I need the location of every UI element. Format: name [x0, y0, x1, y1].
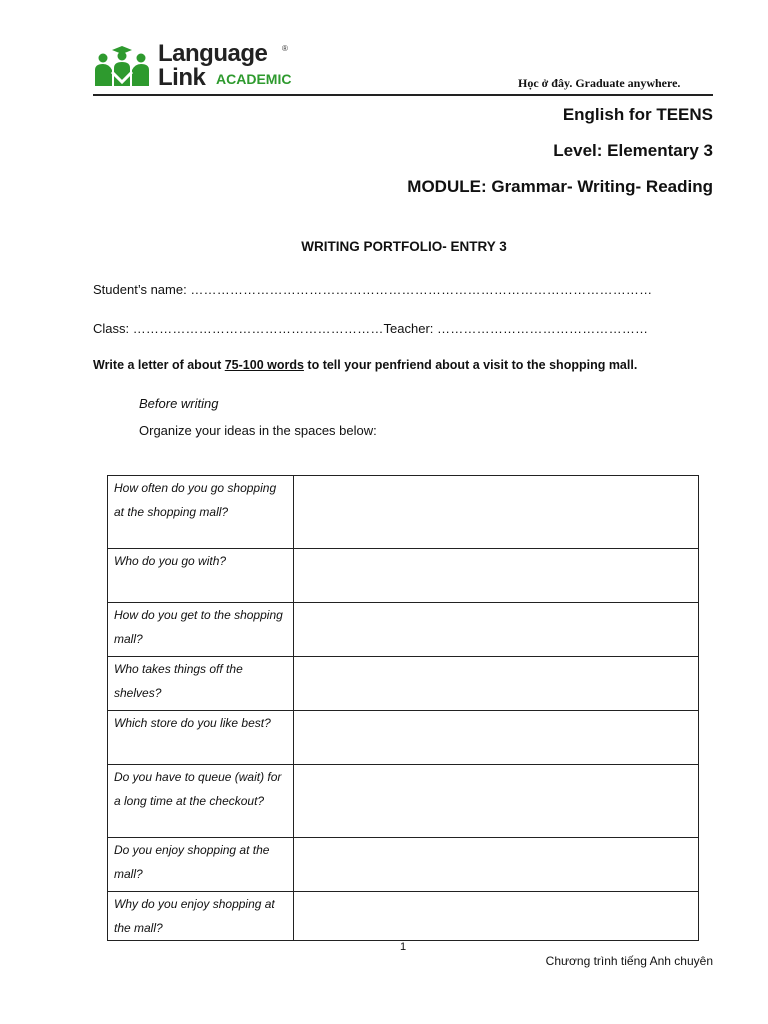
teacher-blank[interactable]: …………………………………………: [437, 321, 649, 336]
header-divider: [93, 94, 713, 96]
portfolio-title: WRITING PORTFOLIO- ENTRY 3: [301, 239, 507, 254]
teacher-label: Teacher:: [383, 321, 438, 336]
organize-instruction: Organize your ideas in the spaces below:: [139, 423, 377, 438]
question-cell: Why do you enjoy shopping at the mall?: [108, 892, 294, 941]
answer-cell[interactable]: [294, 765, 699, 838]
task-prefix: Write a letter of about: [93, 358, 225, 372]
ideas-table: [107, 475, 699, 941]
table-row: [108, 549, 699, 603]
task-word-count: 75-100 words: [224, 358, 304, 372]
question-cell: Who do you go with?: [108, 549, 294, 603]
course-level: Level: Elementary 3: [553, 141, 713, 160]
question-cell: Which store do you like best?: [108, 711, 294, 765]
course-module: MODULE: Grammar- Writing- Reading: [407, 177, 713, 196]
task-suffix: to tell your penfriend about a visit to the shopping mall.: [303, 358, 638, 372]
table-row: [108, 603, 699, 657]
logo-registered-mark: ®: [282, 44, 288, 53]
answer-cell[interactable]: [294, 603, 699, 657]
table-row: [108, 476, 699, 549]
answer-cell[interactable]: [294, 476, 699, 549]
tagline: Học ở đây. Graduate anywhere.: [518, 76, 681, 90]
footer-program-name: Chương trình tiếng Anh chuyên: [545, 954, 713, 968]
class-blank[interactable]: …………………………………………………: [132, 321, 384, 336]
answer-cell[interactable]: [294, 549, 699, 603]
logo-word-link: Link: [158, 64, 206, 91]
table-row: [108, 765, 699, 838]
question-cell: Do you enjoy shopping at the mall?: [108, 838, 294, 892]
class-label: Class:: [93, 321, 133, 336]
students-logo-icon: [92, 46, 156, 88]
answer-cell[interactable]: [294, 657, 699, 711]
answer-cell[interactable]: [294, 892, 699, 941]
table-row: [108, 711, 699, 765]
before-writing-heading: Before writing: [139, 396, 219, 411]
language-link-logo: [92, 42, 302, 92]
question-cell: Do you have to queue (wait) for a long time at the checkout?: [108, 765, 294, 838]
table-row: [108, 657, 699, 711]
task-instruction: [93, 358, 637, 372]
student-name-blank[interactable]: ……………………………………………………………………………………………: [190, 282, 653, 297]
page-number: 1: [399, 941, 407, 953]
table-row: [108, 838, 699, 892]
class-teacher-field[interactable]: [93, 321, 648, 336]
student-name-field[interactable]: [93, 282, 652, 297]
logo-word-language: Language: [158, 40, 268, 67]
question-cell: How often do you go shopping at the shopping mall?: [108, 476, 294, 549]
answer-cell[interactable]: [294, 711, 699, 765]
question-cell: How do you get to the shopping mall?: [108, 603, 294, 657]
logo-word-academic: ACADEMIC: [216, 71, 292, 87]
student-name-label: Student’s name:: [93, 282, 191, 297]
table-row: [108, 892, 699, 941]
question-cell: Who takes things off the shelves?: [108, 657, 294, 711]
answer-cell[interactable]: [294, 838, 699, 892]
course-title: English for TEENS: [562, 105, 713, 124]
